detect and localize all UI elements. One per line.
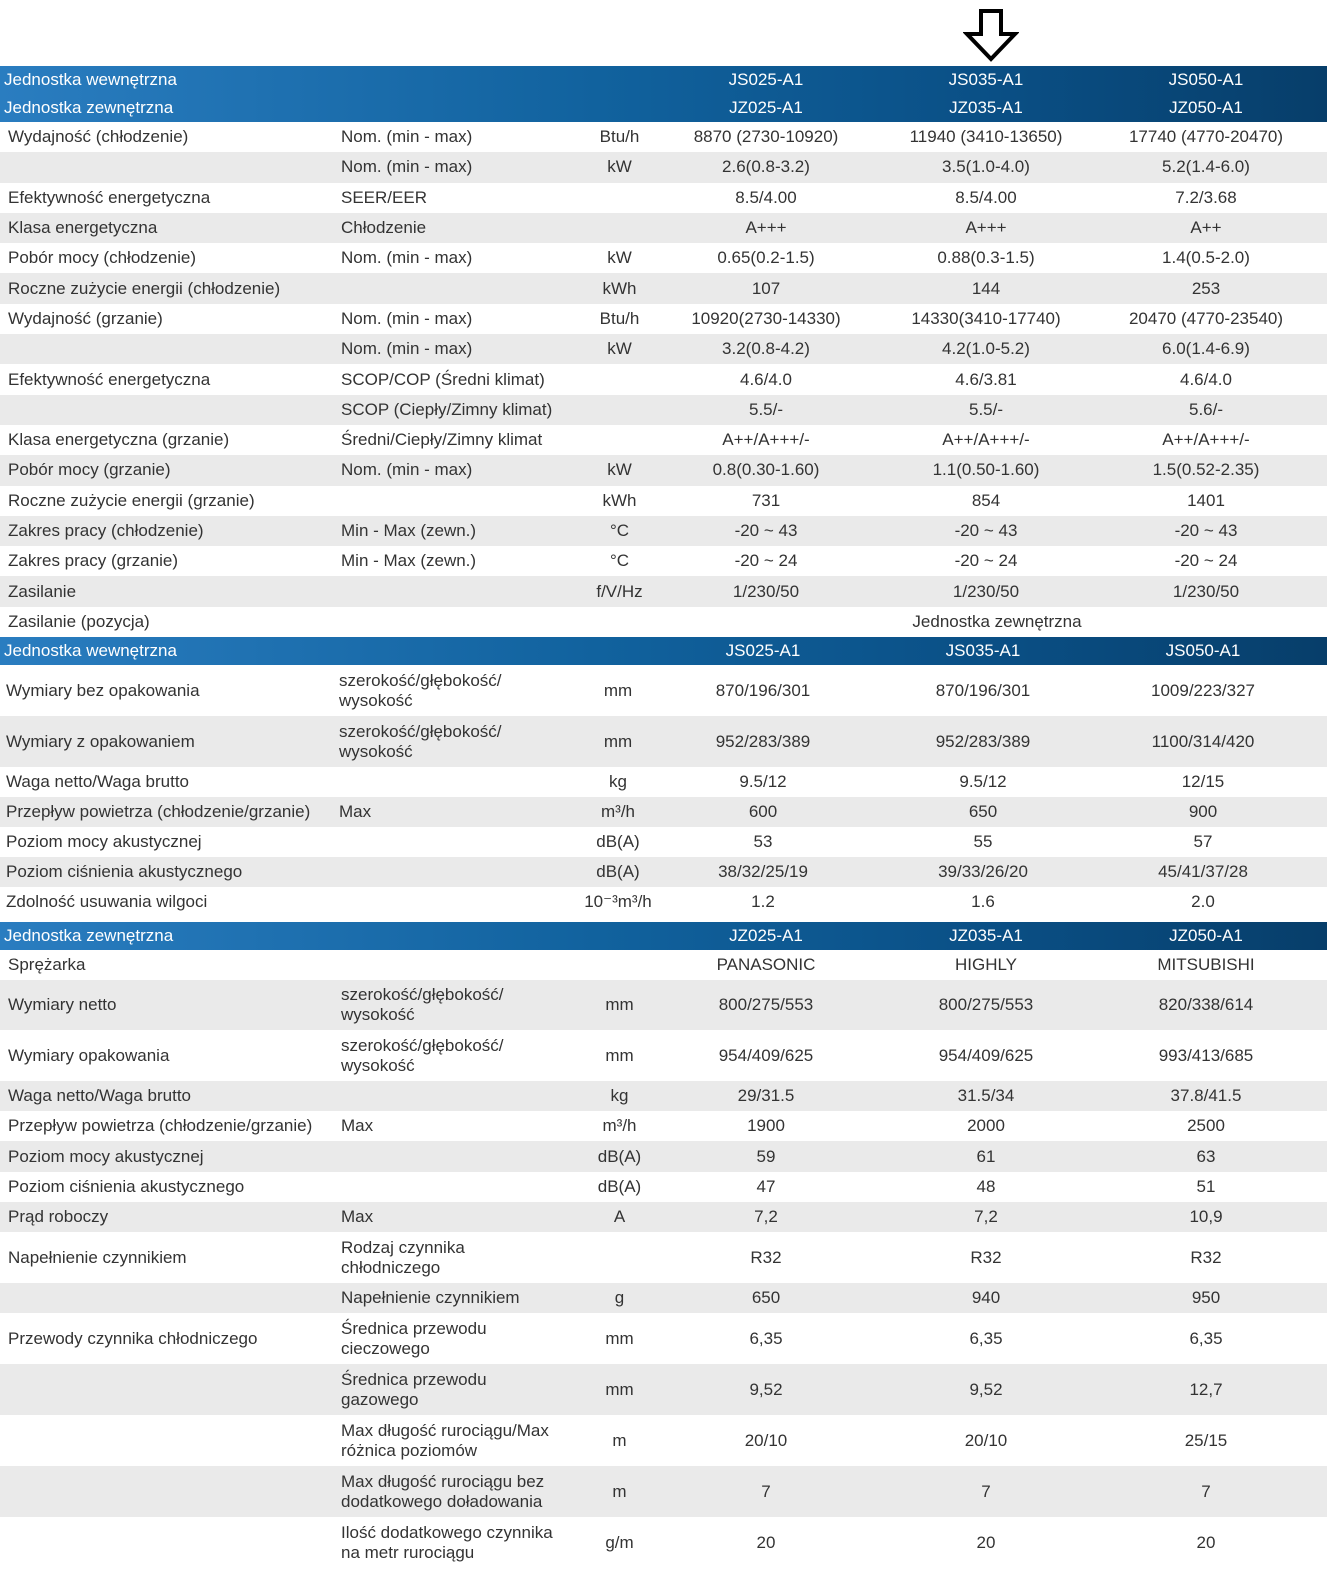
value-model-2: 1.1(0.50-1.60) <box>932 460 1040 480</box>
table-header-row <box>0 922 1327 950</box>
value-model-2: 11940 (3410-13650) <box>909 127 1063 147</box>
table-row <box>0 1172 1327 1202</box>
value-model-1: 0.65(0.2-1.5) <box>717 248 815 268</box>
value-model-3: 2.0 <box>1191 892 1215 911</box>
parameter-spec: SCOP (Ciepły/Zimny klimat) <box>341 399 553 419</box>
header-model-name: JS050-A1 <box>1165 641 1241 660</box>
parameter-unit: kg <box>610 1086 629 1105</box>
parameter-spec: Ilość dodatkowego czynnika na metr rurociągu <box>341 1522 553 1562</box>
value-model-1: 53 <box>753 832 773 851</box>
parameter-spec: Średnica przewodu cieczowego <box>341 1318 487 1358</box>
table-row <box>0 827 1327 857</box>
parameter-unit: dB(A) <box>596 862 640 881</box>
value-model-2: 9.5/12 <box>959 772 1007 791</box>
value-model-1: R32 <box>750 1247 782 1267</box>
value-model-2: -20 ~ 24 <box>954 551 1018 571</box>
parameter-name: Przepływ powietrza (chłodzenie/grzanie) <box>6 802 311 821</box>
parameter-spec: SCOP/COP (Średni klimat) <box>341 369 545 389</box>
value-model-3: A++ <box>1190 218 1222 238</box>
value-model-3: 1.5(0.52-2.35) <box>1152 460 1260 480</box>
value-model-2: -20 ~ 43 <box>954 521 1018 540</box>
parameter-unit: dB(A) <box>596 832 640 851</box>
parameter-unit: mm <box>605 1328 634 1348</box>
parameter-name: Wydajność (chłodzenie) <box>8 127 189 147</box>
parameter-unit: °C <box>609 551 630 571</box>
parameter-name: Prąd roboczy <box>8 1207 109 1226</box>
table-row <box>0 425 1327 455</box>
table-row <box>0 395 1327 425</box>
header-model-name: JZ050-A1 <box>1169 98 1243 117</box>
value-model-1: 4.6/4.0 <box>740 369 792 389</box>
parameter-unit: Btu/h <box>599 308 640 328</box>
value-model-2: 854 <box>971 490 1001 510</box>
value-model-2: 48 <box>976 1177 996 1196</box>
parameter-unit: kW <box>607 248 632 268</box>
value-model-1: 8870 (2730-10920) <box>693 127 839 147</box>
table-row <box>0 1202 1327 1232</box>
value-model-2: 14330(3410-17740) <box>911 308 1061 328</box>
parameter-unit: m³/h <box>602 1116 637 1135</box>
table-row <box>0 1517 1327 1568</box>
value-model-2: 4.6/3.81 <box>955 369 1017 389</box>
table-header-row <box>0 94 1327 122</box>
parameter-spec: Chłodzenie <box>341 218 427 238</box>
value-model-1: 0.8(0.30-1.60) <box>712 460 820 480</box>
value-model-3: -20 ~ 24 <box>1174 551 1238 571</box>
value-model-2: 8.5/4.00 <box>955 187 1017 207</box>
parameter-spec: szerokość/głębokość/ wysokość <box>341 985 504 1024</box>
parameter-name: Waga netto/Waga brutto <box>6 772 190 791</box>
value-model-1: 107 <box>751 278 781 298</box>
specs-table-general <box>0 66 1327 637</box>
table-row <box>0 887 1327 917</box>
value-model-2: A++/A+++/- <box>942 430 1030 450</box>
value-model-1: 9.5/12 <box>739 772 787 791</box>
value-model-3: 7.2/3.68 <box>1175 187 1237 207</box>
parameter-unit: kW <box>607 339 632 359</box>
parameter-unit: kWh <box>602 278 637 298</box>
parameter-name: Pobór mocy (grzanie) <box>8 460 171 480</box>
value-model-2: 6,35 <box>969 1328 1003 1348</box>
parameter-name: Wymiary netto <box>8 995 117 1014</box>
value-model-3: 12/15 <box>1181 772 1225 791</box>
value-model-2: 61 <box>976 1146 996 1166</box>
table-row <box>0 1232 1327 1283</box>
value-model-1: 59 <box>756 1146 776 1166</box>
value-model-2: 144 <box>971 278 1001 298</box>
value-model-2: 0.88(0.3-1.5) <box>937 248 1035 268</box>
parameter-unit: A <box>613 1207 626 1226</box>
value-model-1: A+++ <box>745 218 787 238</box>
parameter-spec: Min - Max (zewn.) <box>341 551 477 571</box>
value-model-1: 20/10 <box>744 1430 788 1450</box>
parameter-spec: Rodzaj czynnika chłodniczego <box>341 1237 465 1277</box>
parameter-spec: Nom. (min - max) <box>341 248 473 268</box>
parameter-name: Przewody czynnika chłodniczego <box>8 1328 258 1348</box>
table-row <box>0 183 1327 213</box>
value-model-3: 4.6/4.0 <box>1180 369 1232 389</box>
header-model-name: JZ025-A1 <box>729 926 803 945</box>
value-model-3: 2500 <box>1187 1116 1225 1135</box>
value-model-1: PANASONIC <box>716 955 816 974</box>
parameter-spec: Nom. (min - max) <box>341 127 473 147</box>
parameter-unit: m³/h <box>601 802 635 821</box>
value-model-3: 1401 <box>1187 490 1225 510</box>
value-model-2: 3.5(1.0-4.0) <box>942 157 1030 177</box>
down-arrow-icon <box>963 8 1019 62</box>
parameter-name: Roczne zużycie energii (chłodzenie) <box>8 278 281 298</box>
parameter-name: Napełnienie czynnikiem <box>8 1247 187 1267</box>
parameter-name: Zdolność usuwania wilgoci <box>6 892 208 911</box>
table-row <box>0 243 1327 273</box>
value-model-1: 1900 <box>747 1116 785 1135</box>
table-row <box>0 364 1327 394</box>
parameter-name: Zasilanie (pozycja) <box>8 611 150 631</box>
table-row <box>0 1141 1327 1172</box>
value-model-3: 45/41/37/28 <box>1158 862 1248 881</box>
table-row <box>0 1283 1327 1313</box>
parameter-unit: dB(A) <box>597 1146 642 1166</box>
value-model-3: 10,9 <box>1189 1207 1223 1226</box>
value-model-1: 7 <box>761 1481 771 1501</box>
table-row <box>0 1364 1327 1415</box>
value-model-2: 20 <box>976 1532 996 1552</box>
value-model-1: 3.2(0.8-4.2) <box>722 339 810 359</box>
parameter-spec: szerokość/głębokość/ wysokość <box>339 670 502 710</box>
specs-table-indoor-unit <box>0 637 1327 917</box>
value-model-3: 1/230/50 <box>1172 581 1240 601</box>
table-row <box>0 665 1327 716</box>
value-model-1: 600 <box>748 802 778 821</box>
value-model-2: A+++ <box>965 218 1007 238</box>
value-model-1: 731 <box>751 490 781 510</box>
table-row <box>0 213 1327 243</box>
value-model-3: 63 <box>1196 1146 1216 1166</box>
value-model-1: 7,2 <box>754 1207 778 1226</box>
value-model-2: 20/10 <box>964 1430 1008 1450</box>
table-row <box>0 486 1327 516</box>
parameter-name: Klasa energetyczna <box>8 218 158 238</box>
table-row <box>0 516 1327 546</box>
parameter-unit: 10⁻³m³/h <box>584 892 652 911</box>
power-position-value: Jednostka zewnętrzna <box>912 611 1082 631</box>
value-model-3: 20 <box>1196 1532 1216 1552</box>
value-model-3: 37.8/41.5 <box>1170 1086 1242 1105</box>
value-model-2: R32 <box>970 1247 1002 1267</box>
table-row <box>0 334 1327 364</box>
parameter-unit: g <box>614 1288 625 1307</box>
value-model-1: 38/32/25/19 <box>718 862 808 881</box>
value-model-1: 8.5/4.00 <box>735 187 797 207</box>
table-header-row <box>0 637 1327 665</box>
value-model-1: 10920(2730-14330) <box>691 308 841 328</box>
value-model-2: 31.5/34 <box>957 1086 1015 1105</box>
parameter-name: Wymiary bez opakowania <box>6 680 200 700</box>
header-unit-label: Jednostka wewnętrzna <box>4 641 177 660</box>
value-model-1: 6,35 <box>749 1328 783 1348</box>
value-model-2: 55 <box>973 832 993 851</box>
parameter-unit: Btu/h <box>599 127 640 147</box>
parameter-spec: Średnica przewodu gazowego <box>341 1369 487 1409</box>
parameter-name: Pobór mocy (chłodzenie) <box>8 248 197 268</box>
value-model-3: R32 <box>1190 1247 1222 1267</box>
parameter-name: Wymiary z opakowaniem <box>6 731 195 751</box>
table-row <box>0 304 1327 334</box>
value-model-2: 7,2 <box>974 1207 998 1226</box>
value-model-3: 993/413/685 <box>1158 1045 1254 1065</box>
parameter-name: Zakres pracy (chłodzenie) <box>8 521 204 540</box>
parameter-unit: kg <box>609 772 627 791</box>
parameter-spec: Nom. (min - max) <box>341 157 473 177</box>
header-model-name: JZ050-A1 <box>1169 926 1243 945</box>
header-model-name: JS025-A1 <box>725 641 801 660</box>
value-model-3: 6.0(1.4-6.9) <box>1162 339 1250 359</box>
table-row <box>0 1030 1327 1081</box>
value-model-3: MITSUBISHI <box>1157 955 1255 974</box>
table-row <box>0 1466 1327 1517</box>
parameter-unit: °C <box>609 521 630 540</box>
parameter-unit: mm <box>603 680 633 700</box>
value-model-3: A++/A+++/- <box>1162 430 1250 450</box>
header-model-name: JZ025-A1 <box>729 98 803 117</box>
header-unit-label: Jednostka zewnętrzna <box>4 98 174 117</box>
value-model-3: 1.4(0.5-2.0) <box>1162 248 1250 268</box>
value-model-3: 900 <box>1188 802 1218 821</box>
value-model-1: 870/196/301 <box>715 680 811 700</box>
value-model-1: 1/230/50 <box>732 581 800 601</box>
parameter-unit: dB(A) <box>597 1177 642 1196</box>
table-row <box>0 152 1327 182</box>
value-model-3: 20470 (4770-23540) <box>1128 308 1284 328</box>
value-model-2: 952/283/389 <box>935 731 1031 751</box>
table-row <box>0 1415 1327 1466</box>
parameter-unit: mm <box>605 995 634 1014</box>
value-model-2: 39/33/26/20 <box>938 862 1028 881</box>
header-model-name: JS050-A1 <box>1168 70 1244 89</box>
header-model-name: JS035-A1 <box>948 70 1024 89</box>
value-model-1: A++/A+++/- <box>722 430 810 450</box>
table-row <box>0 576 1327 606</box>
parameter-spec: Max <box>341 1207 374 1226</box>
parameter-name: Klasa energetyczna (grzanie) <box>8 430 230 450</box>
table-header-row <box>0 66 1327 94</box>
parameter-unit: kW <box>607 460 632 480</box>
parameter-unit: mm <box>605 1045 634 1065</box>
header-unit-label: Jednostka zewnętrzna <box>4 926 174 945</box>
header-model-name: JZ035-A1 <box>949 98 1023 117</box>
header-model-name: JS035-A1 <box>945 641 1021 660</box>
table-row <box>0 767 1327 797</box>
header-model-name: JZ035-A1 <box>949 926 1023 945</box>
value-model-1: 20 <box>756 1532 776 1552</box>
table-row <box>0 857 1327 887</box>
value-model-1: 9,52 <box>749 1379 783 1399</box>
value-model-3: 820/338/614 <box>1158 995 1254 1014</box>
parameter-spec: Nom. (min - max) <box>341 308 473 328</box>
value-model-3: 5.6/- <box>1188 399 1224 419</box>
value-model-3: 5.2(1.4-6.0) <box>1162 157 1250 177</box>
parameter-name: Roczne zużycie energii (grzanie) <box>8 490 255 510</box>
parameter-name: Poziom ciśnienia akustycznego <box>8 1177 245 1196</box>
value-model-1: 952/283/389 <box>715 731 811 751</box>
value-model-3: 6,35 <box>1189 1328 1223 1348</box>
parameter-unit: mm <box>605 1379 634 1399</box>
table-row <box>0 273 1327 303</box>
parameter-unit: f/V/Hz <box>596 581 643 601</box>
value-model-1: 47 <box>756 1177 776 1196</box>
parameter-name: Poziom mocy akustycznej <box>6 832 202 851</box>
table-row <box>0 797 1327 827</box>
parameter-unit: mm <box>603 731 633 751</box>
value-model-2: 5.5/- <box>968 399 1004 419</box>
table-row <box>0 716 1327 767</box>
table-row <box>0 546 1327 576</box>
value-model-2: 650 <box>968 802 998 821</box>
value-model-3: 25/15 <box>1184 1430 1228 1450</box>
value-model-3: 17740 (4770-20470) <box>1128 127 1284 147</box>
parameter-unit: g/m <box>605 1532 634 1552</box>
value-model-1: 800/275/553 <box>718 995 814 1014</box>
value-model-2: 870/196/301 <box>935 680 1031 700</box>
value-model-3: -20 ~ 43 <box>1174 521 1238 540</box>
parameter-unit: kWh <box>602 490 637 510</box>
parameter-spec: Nom. (min - max) <box>341 460 473 480</box>
parameter-spec: szerokość/głębokość/ wysokość <box>341 1035 504 1075</box>
header-model-name: JS025-A1 <box>728 70 804 89</box>
value-model-2: 2000 <box>967 1116 1005 1135</box>
parameter-spec: Min - Max (zewn.) <box>341 521 477 540</box>
value-model-2: 7 <box>981 1481 991 1501</box>
header-unit-label: Jednostka wewnętrzna <box>4 70 177 89</box>
value-model-2: 954/409/625 <box>938 1045 1034 1065</box>
table-row <box>0 950 1327 980</box>
value-model-2: 1/230/50 <box>952 581 1020 601</box>
table-row <box>0 1313 1327 1364</box>
parameter-spec: SEER/EER <box>341 187 427 207</box>
value-model-1: 2.6(0.8-3.2) <box>722 157 810 177</box>
parameter-spec: Max <box>339 802 372 821</box>
value-model-3: 12,7 <box>1189 1379 1223 1399</box>
value-model-3: 950 <box>1191 1288 1221 1307</box>
table-row <box>0 122 1327 152</box>
parameter-name: Efektywność energetyczna <box>8 187 211 207</box>
value-model-3: 253 <box>1191 278 1221 298</box>
parameter-spec: Średni/Ciepły/Zimny klimat <box>341 430 543 450</box>
parameter-name: Zasilanie <box>8 581 77 601</box>
value-model-1: -20 ~ 43 <box>734 521 798 540</box>
value-model-2: 800/275/553 <box>938 995 1034 1014</box>
value-model-1: 29/31.5 <box>737 1086 795 1105</box>
parameter-unit: kW <box>607 157 632 177</box>
parameter-name: Efektywność energetyczna <box>8 369 211 389</box>
value-model-2: 9,52 <box>969 1379 1003 1399</box>
parameter-name: Poziom ciśnienia akustycznego <box>6 862 243 881</box>
parameter-name: Wymiary opakowania <box>8 1045 170 1065</box>
table-row <box>0 980 1327 1030</box>
parameter-name: Zakres pracy (grzanie) <box>8 551 179 571</box>
value-model-3: 1009/223/327 <box>1151 680 1255 700</box>
value-model-1: -20 ~ 24 <box>734 551 798 571</box>
parameter-spec: Max <box>341 1116 374 1135</box>
value-model-2: 1.6 <box>971 892 995 911</box>
value-model-1: 954/409/625 <box>718 1045 814 1065</box>
parameter-spec: Max długość rurociągu/Max różnica poziomów <box>341 1420 549 1460</box>
table-row <box>0 455 1327 485</box>
parameter-name: Wydajność (grzanie) <box>8 308 163 328</box>
parameter-name: Poziom mocy akustycznej <box>8 1146 204 1166</box>
parameter-name: Waga netto/Waga brutto <box>8 1086 192 1105</box>
value-model-1: 1.2 <box>751 892 775 911</box>
table-row <box>0 1111 1327 1141</box>
value-model-2: 940 <box>971 1288 1001 1307</box>
value-model-1: 5.5/- <box>748 399 784 419</box>
parameter-spec: Napełnienie czynnikiem <box>341 1288 520 1307</box>
parameter-unit: m <box>612 1430 627 1450</box>
parameter-spec: Max długość rurociągu bez dodatkowego doładowania <box>341 1471 545 1511</box>
parameter-name: Przepływ powietrza (chłodzenie/grzanie) <box>8 1116 313 1135</box>
parameter-spec: szerokość/głębokość/ wysokość <box>339 721 502 761</box>
table-row <box>0 1081 1327 1111</box>
value-model-2: 4.2(1.0-5.2) <box>942 339 1030 359</box>
value-model-3: 51 <box>1196 1177 1216 1196</box>
value-model-3: 57 <box>1193 832 1213 851</box>
table-row <box>0 607 1327 637</box>
parameter-name: Sprężarka <box>8 955 86 974</box>
parameter-unit: m <box>612 1481 627 1501</box>
value-model-2: HIGHLY <box>954 955 1018 974</box>
value-model-3: 7 <box>1201 1481 1211 1501</box>
parameter-spec: Nom. (min - max) <box>341 339 473 359</box>
value-model-1: 650 <box>751 1288 781 1307</box>
value-model-3: 1100/314/420 <box>1151 731 1255 751</box>
specs-table-outdoor-unit <box>0 922 1327 1568</box>
